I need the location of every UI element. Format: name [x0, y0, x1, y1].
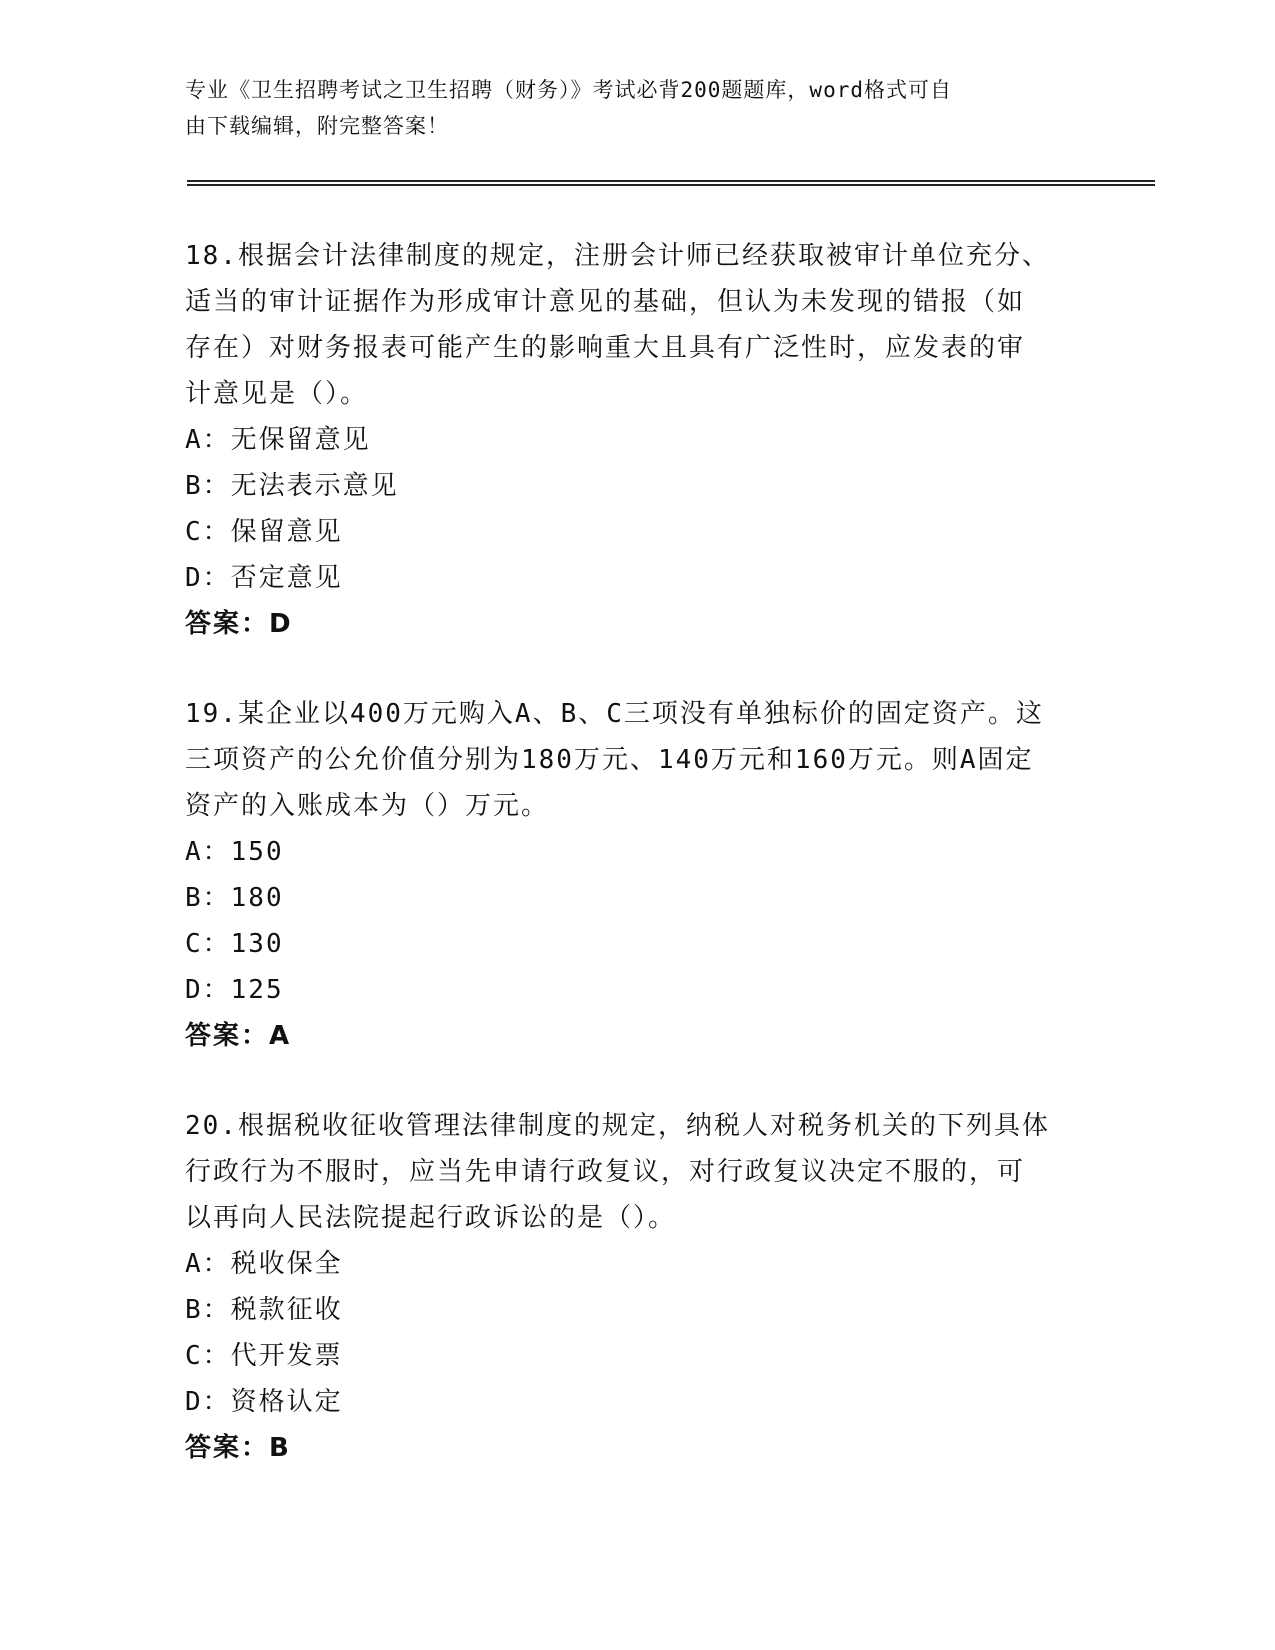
answer: 答案：B — [185, 1433, 291, 1463]
question-stem-line: 三项资产的公允价值分别为180万元、140万元和160万元。则A固定 — [185, 745, 1034, 775]
question-18 — [185, 233, 1085, 647]
question-stem-line: 资产的入账成本为（）万元。 — [185, 791, 550, 821]
option-b: B：税款征收 — [185, 1295, 343, 1325]
document-header — [185, 72, 1065, 144]
answer: 答案：A — [185, 1021, 292, 1051]
option-b: B：180 — [185, 883, 284, 913]
option-d: D：否定意见 — [185, 563, 343, 593]
header-line: 专业《卫生招聘考试之卫生招聘（财务）》考试必背200题题库，word格式可自 — [185, 78, 952, 102]
option-c: C：代开发票 — [185, 1341, 343, 1371]
option-d: D：资格认定 — [185, 1387, 343, 1417]
question-19 — [185, 691, 1085, 1059]
answer: 答案：D — [185, 609, 293, 639]
option-d: D：125 — [185, 975, 284, 1005]
header-line: 由下载编辑，附完整答案！ — [185, 114, 449, 138]
option-a: A：无保留意见 — [185, 425, 371, 455]
option-c: C：保留意见 — [185, 517, 343, 547]
question-stem-line: 以再向人民法院提起行政诉讼的是（）。 — [185, 1203, 677, 1233]
question-stem-line: 适当的审计证据作为形成审计意见的基础，但认为未发现的错报（如 — [185, 287, 1026, 317]
question-stem-line: 计意见是（）。 — [185, 379, 369, 409]
question-stem-line: 18.根据会计法律制度的规定，注册会计师已经获取被审计单位充分、 — [185, 241, 1050, 271]
option-c: C：130 — [185, 929, 284, 959]
option-a: A：150 — [185, 837, 284, 867]
option-a: A：税收保全 — [185, 1249, 343, 1279]
question-stem-line: 行政行为不服时，应当先申请行政复议，对行政复议决定不服的，可 — [185, 1157, 1026, 1187]
question-stem-line: 存在）对财务报表可能产生的影响重大且具有广泛性时，应发表的审 — [185, 333, 1026, 363]
header-divider — [187, 184, 1155, 186]
question-20 — [185, 1103, 1085, 1471]
question-stem-line: 20.根据税收征收管理法律制度的规定，纳税人对税务机关的下列具体 — [185, 1111, 1050, 1141]
option-b: B：无法表示意见 — [185, 471, 399, 501]
header-divider — [187, 180, 1155, 182]
question-stem-line: 19.某企业以400万元购入A、B、C三项没有单独标价的固定资产。这 — [185, 699, 1044, 729]
